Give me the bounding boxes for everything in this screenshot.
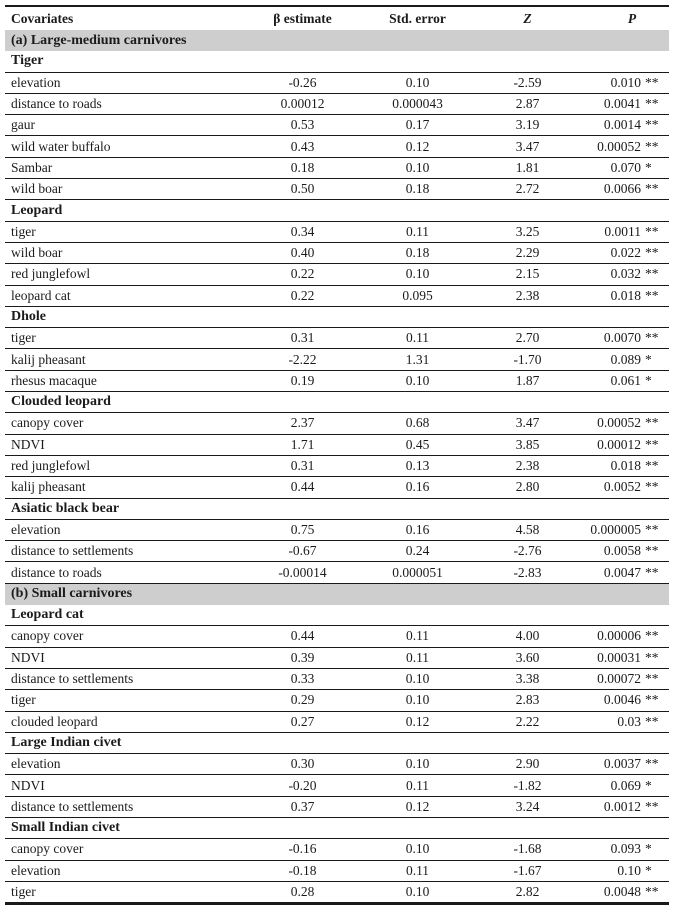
p-value: 0.10	[617, 862, 641, 878]
p-value-cell	[575, 75, 669, 91]
covariate-cell: kalij pheasant	[11, 351, 86, 367]
covariate-data-row	[5, 648, 669, 669]
p-value: 0.032	[610, 266, 641, 282]
p-value-cell	[575, 224, 669, 240]
std-error-cell: 0.16	[405, 521, 430, 537]
p-value-cell	[575, 181, 669, 197]
beta-estimate-cell: 0.39	[290, 649, 315, 665]
p-value-cell	[575, 330, 669, 346]
p-value-cell	[575, 799, 669, 815]
covariate-cell: NDVI	[11, 777, 45, 793]
p-value: 0.089	[610, 351, 641, 367]
p-value: 0.0011	[604, 223, 641, 239]
z-value-cell: 2.80	[515, 479, 540, 495]
z-value-cell: 2.90	[515, 756, 540, 772]
significance-stars: **	[645, 798, 659, 814]
std-error-cell: 0.12	[405, 138, 430, 154]
p-value-cell	[575, 160, 669, 176]
beta-estimate-cell: 0.75	[290, 521, 315, 537]
std-error-cell: 0.10	[405, 756, 430, 772]
p-value-cell	[575, 266, 669, 282]
std-error-cell: 0.10	[405, 372, 430, 388]
covariate-data-row	[5, 413, 669, 434]
z-value-cell: 3.24	[515, 798, 540, 814]
p-value: 0.00052	[597, 138, 641, 154]
p-value-cell	[575, 373, 669, 389]
significance-stars: **	[645, 74, 659, 90]
std-error-cell: 0.12	[405, 713, 430, 729]
p-value-cell	[575, 117, 669, 133]
z-value-cell: 2.70	[515, 330, 540, 346]
z-value-cell: 2.82	[515, 884, 540, 900]
std-error-cell: 0.10	[405, 266, 430, 282]
std-error-cell: 0.10	[405, 841, 430, 857]
p-value-cell	[575, 352, 669, 368]
beta-estimate-cell: 0.28	[290, 884, 315, 900]
std-error-cell: 0.10	[405, 692, 430, 708]
p-value: 0.070	[610, 159, 641, 175]
covariate-data-row	[5, 690, 669, 711]
beta-estimate-cell: 0.31	[290, 458, 315, 474]
significance-stars: **	[645, 649, 659, 665]
p-value: 0.061	[610, 372, 641, 388]
significance-stars: **	[645, 713, 659, 729]
z-value-cell: 2.15	[515, 266, 540, 282]
covariate-cell: distance to settlements	[11, 671, 134, 687]
covariate-cell: wild boar	[11, 181, 63, 197]
beta-estimate-cell: -0.18	[288, 862, 317, 878]
z-value-cell: 1.87	[515, 372, 540, 388]
covariate-data-row	[5, 882, 669, 903]
beta-estimate-cell: 0.31	[290, 330, 315, 346]
p-value: 0.00031	[597, 649, 641, 665]
covariate-data-row	[5, 349, 669, 370]
p-value-cell	[575, 884, 669, 900]
significance-stars: **	[645, 266, 659, 282]
column-header-p: P	[627, 10, 637, 26]
p-value: 0.0070	[603, 330, 641, 346]
covariate-data-row	[5, 179, 669, 200]
std-error-cell: 0.17	[405, 117, 430, 133]
covariate-cell: clouded leopard	[11, 713, 98, 729]
z-value-cell: -2.83	[513, 564, 542, 580]
std-error-cell: 0.16	[405, 479, 430, 495]
beta-estimate-cell: -2.22	[288, 351, 317, 367]
species-header-row	[5, 51, 669, 72]
covariate-cell: distance to settlements	[11, 543, 134, 559]
covariate-data-row	[5, 158, 669, 179]
p-value: 0.0058	[603, 543, 641, 559]
species-header-row	[5, 392, 669, 413]
p-value-cell	[575, 692, 669, 708]
std-error-cell: 0.10	[405, 671, 430, 687]
p-value: 0.00072	[597, 671, 641, 687]
covariate-data-row	[5, 115, 669, 136]
covariate-cell: tiger	[11, 330, 36, 346]
significance-stars: **	[645, 884, 659, 900]
covariate-cell: elevation	[11, 74, 61, 90]
beta-estimate-cell: -0.67	[288, 543, 317, 559]
covariate-cell: canopy cover	[11, 841, 84, 857]
covariate-data-row	[5, 73, 669, 94]
covariate-data-row	[5, 264, 669, 285]
p-value: 0.0012	[603, 798, 641, 814]
species-name: Tiger	[11, 53, 44, 69]
z-value-cell: -2.76	[513, 543, 542, 559]
beta-estimate-cell: 0.53	[290, 117, 315, 133]
beta-estimate-cell: 0.50	[290, 181, 315, 197]
significance-stars: **	[645, 181, 659, 197]
significance-stars: **	[645, 479, 659, 495]
beta-estimate-cell: 0.34	[290, 223, 315, 239]
covariate-data-row	[5, 562, 669, 583]
std-error-cell: 0.45	[405, 436, 430, 452]
z-value-cell: 2.83	[515, 692, 540, 708]
section-band-row	[5, 584, 669, 605]
column-header-covariates: Covariates	[11, 10, 74, 26]
std-error-cell: 0.10	[405, 159, 430, 175]
z-value-cell: 2.38	[515, 287, 540, 303]
z-value-cell: 4.00	[515, 628, 540, 644]
column-header-z: Z	[523, 10, 532, 26]
z-value-cell: 3.19	[515, 117, 540, 133]
table-header-row	[5, 7, 669, 30]
significance-stars: **	[645, 138, 659, 154]
beta-estimate-cell: 0.44	[290, 479, 315, 495]
covariate-data-row	[5, 797, 669, 818]
std-error-cell: 0.13	[405, 458, 430, 474]
std-error-cell: 0.11	[405, 862, 430, 878]
species-header-row	[5, 499, 669, 520]
significance-stars: **	[645, 287, 659, 303]
covariate-data-row	[5, 328, 669, 349]
std-error-cell: 0.18	[405, 245, 430, 261]
p-value-cell	[575, 714, 669, 730]
covariate-data-row	[5, 712, 669, 733]
covariate-data-row	[5, 136, 669, 157]
z-value-cell: 3.38	[515, 671, 540, 687]
p-value: 0.018	[610, 287, 641, 303]
p-value-cell	[575, 650, 669, 666]
p-value: 0.0046	[603, 692, 641, 708]
std-error-cell: 0.11	[405, 777, 430, 793]
p-value-cell	[575, 96, 669, 112]
covariate-cell: elevation	[11, 756, 61, 772]
z-value-cell: -1.70	[513, 351, 542, 367]
covariate-cell: tiger	[11, 884, 36, 900]
significance-stars: **	[645, 671, 659, 687]
species-header-row	[5, 200, 669, 221]
beta-estimate-cell: 1.71	[290, 436, 315, 452]
significance-stars: *	[645, 862, 652, 878]
p-value: 0.0047	[603, 564, 641, 580]
species-header-row	[5, 733, 669, 754]
p-value: 0.018	[610, 458, 641, 474]
species-header-row	[5, 818, 669, 839]
p-value: 0.0052	[603, 479, 641, 495]
p-value-cell	[575, 245, 669, 261]
beta-estimate-cell: 0.43	[290, 138, 315, 154]
covariate-data-row	[5, 456, 669, 477]
p-value-cell	[575, 437, 669, 453]
covariate-data-row	[5, 520, 669, 541]
covariate-cell: leopard cat	[11, 287, 71, 303]
p-value-cell	[575, 288, 669, 304]
beta-estimate-cell: 0.29	[290, 692, 315, 708]
covariate-cell: canopy cover	[11, 628, 84, 644]
p-value: 0.0048	[603, 884, 641, 900]
covariate-cell: rhesus macaque	[11, 372, 97, 388]
column-header-std-error: Std. error	[389, 10, 446, 26]
species-header-row	[5, 605, 669, 626]
significance-stars: **	[645, 521, 659, 537]
covariate-cell: red junglefowl	[11, 458, 91, 474]
std-error-cell: 0.11	[405, 223, 430, 239]
covariate-data-row	[5, 222, 669, 243]
beta-estimate-cell: 0.27	[290, 713, 315, 729]
paper-table-page	[5, 5, 669, 905]
p-value-cell	[575, 479, 669, 495]
species-name: Asiatic black bear	[11, 500, 120, 516]
p-value: 0.010	[610, 74, 641, 90]
z-value-cell: 4.58	[515, 521, 540, 537]
z-value-cell: -1.67	[513, 862, 542, 878]
covariate-cell: wild water buffalo	[11, 138, 111, 154]
significance-stars: **	[645, 117, 659, 133]
std-error-cell: 0.10	[405, 74, 430, 90]
species-name: Large Indian civet	[11, 734, 122, 750]
p-value: 0.022	[610, 245, 641, 261]
significance-stars: **	[645, 223, 659, 239]
section-band-row	[5, 30, 669, 51]
covariate-data-row	[5, 839, 669, 860]
covariate-cell: elevation	[11, 862, 61, 878]
beta-estimate-cell: 0.40	[290, 245, 315, 261]
covariate-data-row	[5, 435, 669, 456]
z-value-cell: -1.82	[513, 777, 542, 793]
p-value-cell	[575, 841, 669, 857]
std-error-cell: 0.10	[405, 884, 430, 900]
covariate-cell: NDVI	[11, 436, 45, 452]
species-header-row	[5, 307, 669, 328]
p-value: 0.0014	[603, 117, 641, 133]
significance-stars: **	[645, 245, 659, 261]
covariate-data-row	[5, 94, 669, 115]
significance-stars: *	[645, 841, 652, 857]
significance-stars: *	[645, 351, 652, 367]
covariate-data-row	[5, 626, 669, 647]
std-error-cell: 0.68	[405, 415, 430, 431]
covariate-cell: NDVI	[11, 649, 45, 665]
p-value-cell	[575, 415, 669, 431]
covariate-cell: elevation	[11, 521, 61, 537]
species-name: Small Indian civet	[11, 820, 120, 836]
significance-stars: *	[645, 372, 652, 388]
std-error-cell: 0.095	[402, 287, 433, 303]
covariate-cell: canopy cover	[11, 415, 84, 431]
significance-stars: **	[645, 692, 659, 708]
regression-results-table	[5, 5, 669, 905]
std-error-cell: 0.12	[405, 798, 430, 814]
covariate-cell: Sambar	[11, 159, 53, 175]
species-name: Dhole	[11, 309, 46, 324]
z-value-cell: 3.25	[515, 223, 540, 239]
beta-estimate-cell: 0.19	[290, 372, 315, 388]
beta-estimate-cell: 0.00012	[280, 96, 325, 112]
significance-stars: **	[645, 436, 659, 452]
covariate-data-row	[5, 775, 669, 796]
beta-estimate-cell: -0.26	[288, 74, 317, 90]
p-value-cell	[575, 778, 669, 794]
beta-estimate-cell: 0.30	[290, 756, 315, 772]
table-body	[5, 30, 669, 903]
std-error-cell: 0.18	[405, 181, 430, 197]
covariate-cell: tiger	[11, 692, 36, 708]
std-error-cell: 0.11	[405, 628, 430, 644]
significance-stars: **	[645, 96, 659, 112]
std-error-cell: 0.000043	[392, 96, 443, 112]
p-value: 0.093	[610, 841, 641, 857]
z-value-cell: -1.68	[513, 841, 542, 857]
beta-estimate-cell: 0.33	[290, 671, 315, 687]
p-value: 0.00012	[597, 436, 641, 452]
covariate-cell: distance to roads	[11, 564, 102, 580]
significance-stars: *	[645, 159, 652, 175]
std-error-cell: 0.24	[405, 543, 430, 559]
p-value-cell	[575, 565, 669, 581]
species-name: Clouded leopard	[11, 394, 111, 410]
p-value-cell	[575, 458, 669, 474]
p-value: 0.00006	[597, 628, 641, 644]
significance-stars: **	[645, 628, 659, 644]
z-value-cell: 2.29	[515, 245, 540, 261]
p-value: 0.0041	[603, 96, 641, 112]
std-error-cell: 0.11	[405, 649, 430, 665]
significance-stars: **	[645, 415, 659, 431]
z-value-cell: 3.47	[515, 138, 540, 154]
p-value-cell	[575, 671, 669, 687]
p-value-cell	[575, 522, 669, 538]
p-value-cell	[575, 139, 669, 155]
covariate-cell: distance to settlements	[11, 798, 134, 814]
covariate-data-row	[5, 669, 669, 690]
beta-estimate-cell: 2.37	[290, 415, 315, 431]
z-value-cell: 3.85	[515, 436, 540, 452]
std-error-cell: 0.11	[405, 330, 430, 346]
z-value-cell: -2.59	[513, 74, 542, 90]
covariate-data-row	[5, 371, 669, 392]
covariate-cell: wild boar	[11, 245, 63, 261]
p-value: 0.000005	[590, 521, 641, 537]
species-name: Leopard cat	[11, 607, 84, 623]
p-value-cell	[575, 628, 669, 644]
z-value-cell: 2.38	[515, 458, 540, 474]
beta-estimate-cell: 0.18	[290, 159, 315, 175]
z-value-cell: 2.22	[515, 713, 540, 729]
beta-estimate-cell: -0.16	[288, 841, 317, 857]
covariate-cell: gaur	[11, 117, 35, 133]
beta-estimate-cell: -0.00014	[278, 564, 327, 580]
covariate-data-row	[5, 754, 669, 775]
covariate-cell: distance to roads	[11, 96, 102, 112]
covariate-data-row	[5, 286, 669, 307]
beta-estimate-cell: 0.44	[290, 628, 315, 644]
column-header-beta-estimate: β estimate	[273, 10, 332, 26]
covariate-data-row	[5, 243, 669, 264]
p-value: 0.00052	[597, 415, 641, 431]
z-value-cell: 1.81	[515, 159, 540, 175]
beta-estimate-cell: 0.22	[290, 266, 315, 282]
beta-estimate-cell: -0.20	[288, 777, 317, 793]
std-error-cell: 1.31	[405, 351, 430, 367]
covariate-cell: tiger	[11, 223, 36, 239]
p-value: 0.069	[610, 777, 641, 793]
z-value-cell: 3.47	[515, 415, 540, 431]
std-error-cell: 0.000051	[392, 564, 443, 580]
significance-stars: **	[645, 564, 659, 580]
beta-estimate-cell: 0.22	[290, 287, 315, 303]
covariate-data-row	[5, 541, 669, 562]
z-value-cell: 3.60	[515, 649, 540, 665]
p-value-cell	[575, 543, 669, 559]
covariate-data-row	[5, 477, 669, 498]
significance-stars: *	[645, 777, 652, 793]
section-band-label: (a) Large-medium carnivores	[11, 32, 187, 48]
covariate-cell: kalij pheasant	[11, 479, 86, 495]
significance-stars: **	[645, 543, 659, 559]
z-value-cell: 2.72	[515, 181, 540, 197]
p-value: 0.03	[617, 713, 641, 729]
beta-estimate-cell: 0.37	[290, 798, 315, 814]
covariate-data-row	[5, 861, 669, 882]
p-value: 0.0037	[603, 756, 641, 772]
section-band-label: (b) Small carnivores	[11, 586, 133, 602]
p-value: 0.0066	[603, 181, 641, 197]
significance-stars: **	[645, 330, 659, 346]
significance-stars: **	[645, 756, 659, 772]
significance-stars: **	[645, 458, 659, 474]
p-value-cell	[575, 863, 669, 879]
species-name: Leopard	[11, 202, 63, 218]
p-value-cell	[575, 756, 669, 772]
z-value-cell: 2.87	[515, 96, 540, 112]
covariate-cell: red junglefowl	[11, 266, 91, 282]
